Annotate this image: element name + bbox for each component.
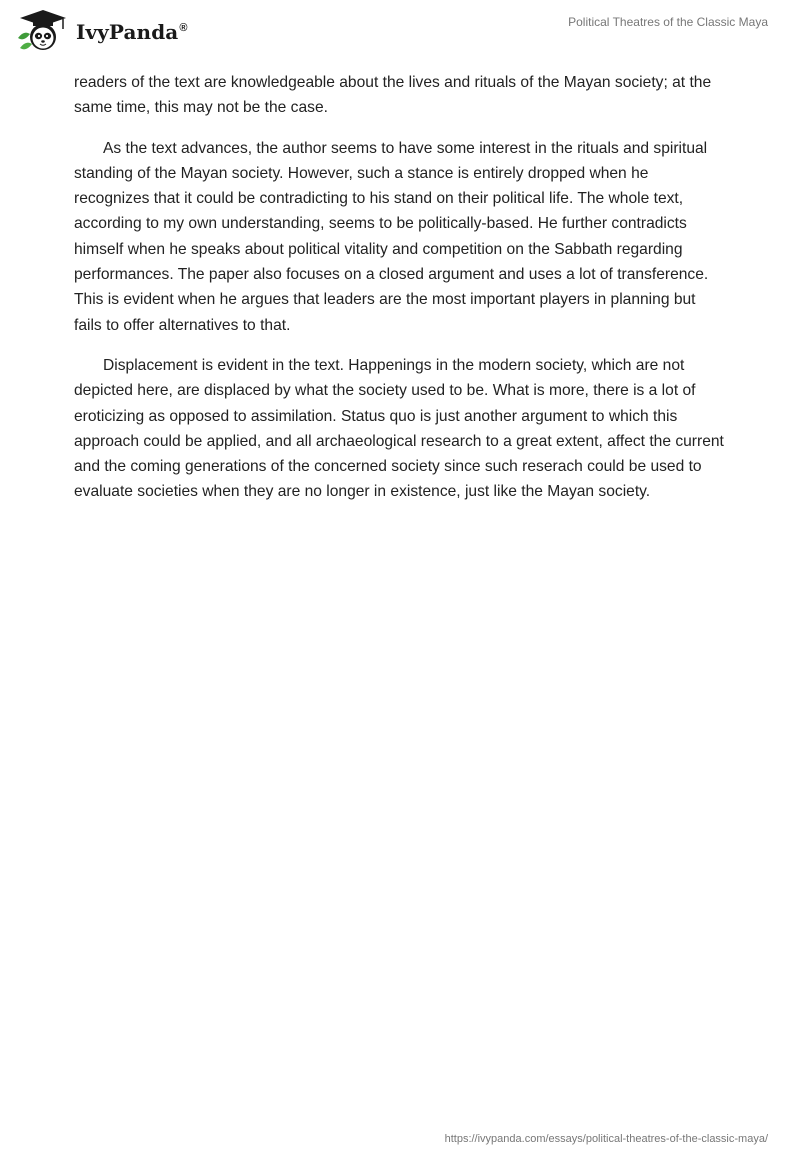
- source-url[interactable]: https://ivypanda.com/essays/political-theatres-of-the-classic-maya/: [444, 1133, 768, 1145]
- logo-wordmark: IvyPanda®: [76, 20, 188, 44]
- page-header: [0, 0, 800, 64]
- paragraph: As the text advances, the author seems to have some interest in the rituals and spiritual standing of the Mayan society. However, such a stance is entirely dropped when he recognizes that it could be contradicting to his stand on their political life. The whole text, according to my own understanding, seems to be politically-based. He further contradicts himself when he speaks about political vitality and competition on the Sabbath regarding performances. The paper also focuses on a closed argument and uses a lot of transference. This is evident when he argues that leaders are the most important players in planning but fails to offer alternatives to that.: [74, 139, 709, 334]
- panda-graduate-icon: [14, 8, 72, 52]
- running-title: Political Theatres of the Classic Maya: [568, 15, 768, 29]
- paragraph: Displacement is evident in the text. Happenings in the modern society, which are not depicted here, are displaced by what the society used to be. What is more, there is a lot of eroticizing as opposed to assimilation. Status quo is just another argument to which this approach could be applied, and all archaeological research to a great extent, affect the current and the coming generations of the concerned society since such reserach could be used to evaluate societies when they are no longer in existence, just like the Mayan society.: [74, 356, 724, 501]
- ivypanda-logo[interactable]: [14, 8, 188, 52]
- essay-body: [74, 70, 726, 520]
- paragraph: readers of the text are knowledgeable about the lives and rituals of the Mayan society; at the same time, this may not be the case.: [74, 74, 712, 117]
